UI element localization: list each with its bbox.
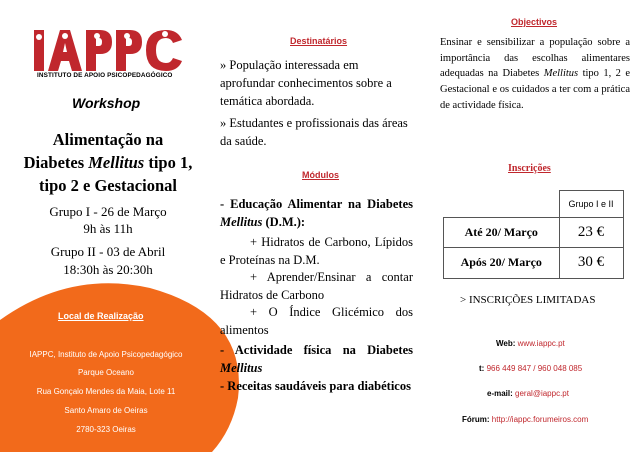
table-corner: [444, 191, 560, 218]
location-line: Rua Gonçalo Mendes da Maia, Lote 11: [36, 387, 176, 396]
title-line-2: Diabetes Mellitus tipo 1,: [23, 153, 193, 172]
location-line: Santo Amaro de Oeiras: [64, 406, 148, 415]
objectivos-text: Ensinar e sensibilizar a população sobre a importância das escolhas alimentares adequadas na Diabetes Mellitus tipo 1, 2 e Gestacional e os cuidados a ter com a prática de actividade física.: [440, 37, 631, 111]
group-1-time: 9h às 11h: [83, 221, 133, 236]
pricing-table: [443, 190, 624, 279]
module-2: - Actividade física na Diabetes Mellitus: [220, 343, 413, 375]
title-line-3: tipo 2 e Gestacional: [39, 176, 177, 195]
table-row-price: 30 €: [559, 247, 623, 278]
module-3: - Receitas saudáveis para diabéticos: [220, 379, 411, 393]
contact-forum: Fórum: http://iappc.forumeiros.com: [462, 415, 589, 424]
logo-subtitle: INSTITUTO DE APOIO PSICOPEDAGÓGICO: [37, 72, 173, 79]
objectivos-title: Objectivos: [511, 17, 558, 27]
group-2-time: 18:30h às 20:30h: [63, 262, 153, 277]
table-row-label: Após 20/ Março: [444, 247, 560, 278]
group-1-date: Grupo I - 26 de Março: [49, 204, 167, 219]
workshop-label: Workshop: [72, 95, 141, 111]
inscricoes-title: Inscrições: [508, 163, 551, 174]
workshop-title: [8, 128, 208, 197]
module-1-topic-3: + O Índice Glicémico dos alimentos: [220, 305, 413, 337]
destinatarios-item-2: » Estudantes e profissionais das áreas da saúde.: [220, 116, 408, 148]
email-link[interactable]: geral@iappc.pt: [515, 389, 569, 398]
iappc-logo: [34, 28, 184, 73]
web-link[interactable]: www.iappc.pt: [517, 339, 565, 348]
location-line: Parque Oceano: [77, 368, 135, 377]
location-line: IAPPC, Instituto de Apoio Psicopedagógico: [29, 350, 183, 359]
location-title: Local de Realização: [58, 311, 144, 321]
modulos-title: Módulos: [302, 170, 339, 180]
limited-registrations-note: > INSCRIÇÕES LIMITADAS: [460, 294, 596, 306]
destinatarios-item-1: » População interessada em aprofundar conhecimentos sobre a temática abordada.: [220, 58, 392, 108]
group-2-date: Grupo II - 03 de Abril: [50, 244, 166, 259]
destinatarios-title: Destinatários: [290, 36, 348, 46]
module-1-topic-1: + Hidratos de Carbono, Lípidos e Proteínas na D.M.: [220, 235, 413, 267]
module-1-topic-2: + Aprender/Ensinar a contar Hidratos de Carbono: [220, 270, 413, 302]
location-line: 2780-323 Oeiras: [76, 425, 136, 434]
contact-phone: t: 966 449 847 / 960 048 085: [479, 364, 583, 373]
contact-web: Web: www.iappc.pt: [496, 339, 565, 348]
contact-email: e-mail: geral@iappc.pt: [487, 389, 569, 398]
forum-link[interactable]: http://iappc.forumeiros.com: [491, 415, 589, 424]
phone-number: 966 449 847 / 960 048 085: [486, 364, 583, 373]
module-1: - Educação Alimentar na Diabetes Mellitus (D.M.):: [220, 197, 413, 229]
table-column-header: Grupo I e II: [559, 191, 623, 218]
title-line-1: Alimentação na: [52, 130, 164, 149]
table-row-label: Até 20/ Março: [444, 217, 560, 247]
table-row-price: 23 €: [559, 217, 623, 247]
